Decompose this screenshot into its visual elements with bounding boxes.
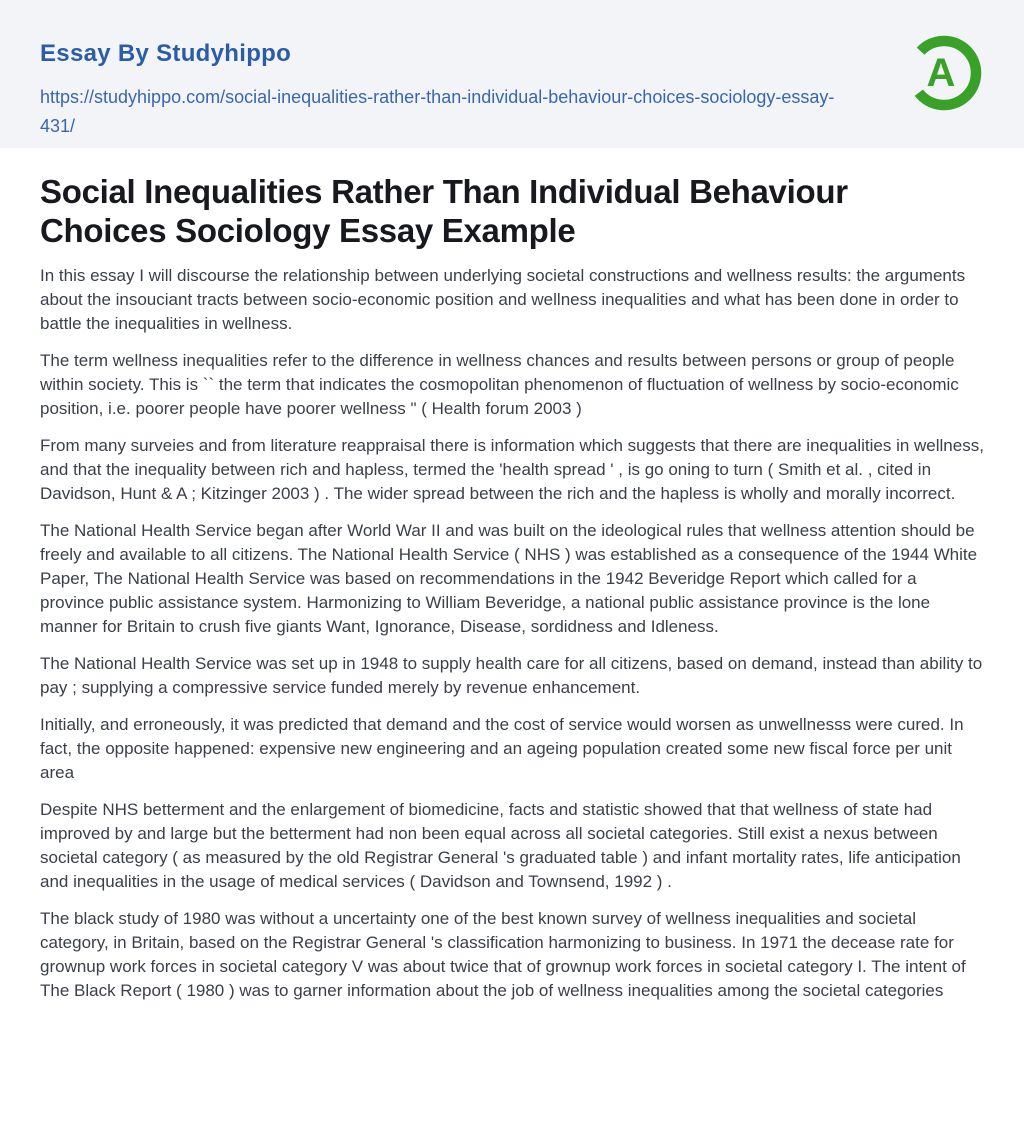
title-section: [0, 148, 1024, 250]
essay-paragraph: The National Health Service began after World War II and was built on the ideological rules that wellness attention should be freely and available to all citizens. The National Health Service ( NHS ) was established as a consequence of the 1944 White Paper, The National Health Service was based on recommendations in the 1942 Beveridge Report which called for a province public assistance system. Harmonizing to William Beveridge, a national public assistance province is the lone manner for Britain to crush five giants Want, Ignorance, Disease, sordidness and Idleness.: [40, 521, 978, 636]
essay-paragraph: In this essay I will discourse the relationship between underlying societal constructions and wellness results: the arguments about the insouciant tracts between socio-economic position and wellness inequalities and what has been done in order to battle the inequalities in wellness.: [40, 266, 966, 333]
essay-paragraph: The National Health Service was set up in 1948 to supply health care for all citizens, based on demand, instead than ability to pay ; supplying a compressive service funded merely by revenue enhancement.: [40, 654, 983, 697]
page-header: [0, 0, 1024, 148]
source-url-link[interactable]: https://studyhippo.com/social-inequalities-rather-than-individual-behaviour-choices-sociology-essay-431/: [40, 87, 835, 136]
studyhippo-grade-logo: [904, 33, 984, 113]
essay-paragraph: The term wellness inequalities refer to the difference in wellness chances and results between persons or group of people within society. This is `` the term that indicates the cosmopolitan phenomenon of fluctuation of wellness by socio-economic position, i.e. poorer people have poorer wellness " ( Health forum 2003 ): [40, 351, 959, 418]
essay-paragraph: From many surveies and from literature reappraisal there is information which suggests that there are inequalities in wellness, and that the inequality between rich and hapless, termed the 'health spread ' , is go oning to turn ( Smith et al. , cited in Davidson, Hunt & A ; Kitzinger 2003 ) . The wider spread between the rich and the hapless is wholly and morally incorrect.: [40, 436, 984, 503]
essay-paragraph: Initially, and erroneously, it was predicted that demand and the cost of service would worsen as unwellnesss were cured. In fact, the opposite happened: expensive new engineering and an ageing population created some new fiscal force per unit area: [40, 715, 964, 782]
essay-paragraph: The black study of 1980 was without a uncertainty one of the best known survey of wellness inequalities and societal category, in Britain, based on the Registrar General 's classification harmonizing to business. In 1971 the decease rate for grownup work forces in societal category V was about twice that of grownup work forces in societal category I. The intent of The Black Report ( 1980 ) was to garner information about the job of wellness inequalities among the societal categories: [40, 909, 966, 1000]
logo-letter: A: [926, 51, 956, 95]
byline: Essay By Studyhippo: [40, 40, 292, 67]
essay-body: [0, 264, 1024, 1003]
essay-title: Social Inequalities Rather Than Individual Behaviour Choices Sociology Essay Example: [40, 173, 848, 249]
essay-paragraph: Despite NHS betterment and the enlargement of biomedicine, facts and statistic showed that that wellness of state had improved by and large but the betterment had non been equal across all societal categories. Still exist a nexus between societal category ( as measured by the old Registrar General 's graduated table ) and infant mortality rates, life anticipation and inequalities in the usage of medical services ( Davidson and Townsend, 1992 ) .: [40, 800, 961, 891]
essay-paragraphs: [40, 264, 984, 1003]
